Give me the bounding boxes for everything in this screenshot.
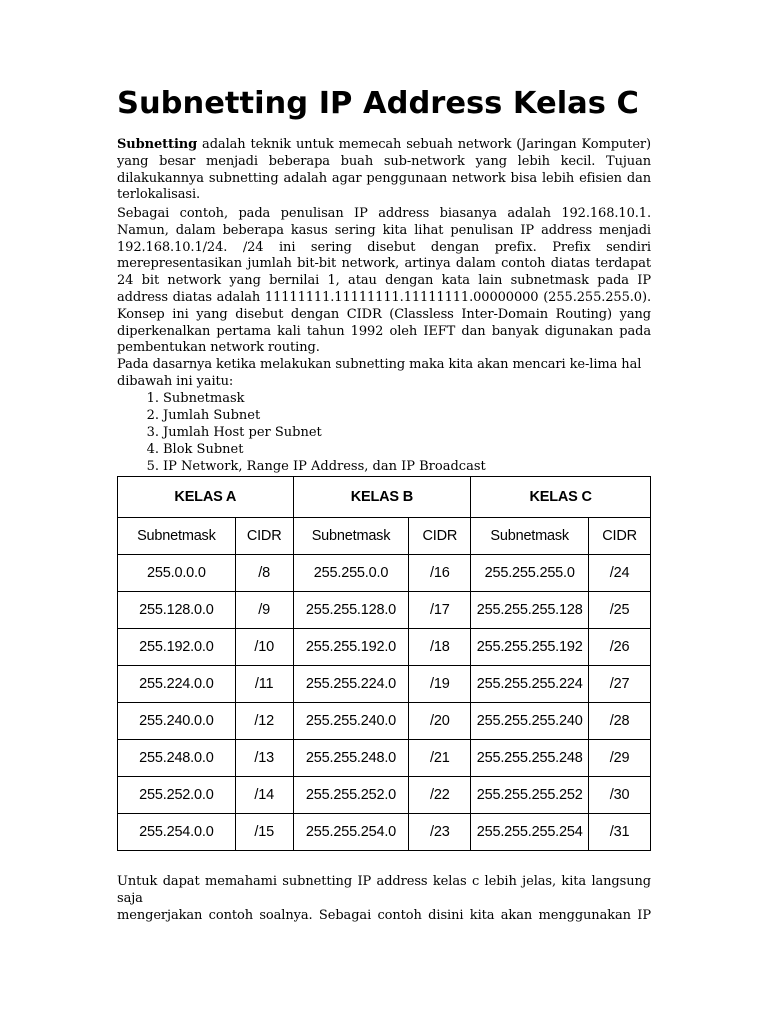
subnetmask-cell: 255.255.255.0 xyxy=(471,555,589,592)
subnetmask-cell: 255.255.255.254 xyxy=(471,814,589,851)
table-row xyxy=(118,555,651,592)
subnetmask-cell: 255.255.248.0 xyxy=(293,740,409,777)
paragraph-line: Untuk dapat memahami subnetting IP address kelas c lebih jelas, kita langsung saja xyxy=(117,874,651,906)
table-subheader-row xyxy=(118,518,651,555)
table-group-header-row xyxy=(118,477,651,518)
page-title: Subnetting IP Address Kelas C xyxy=(117,86,639,121)
cidr-cell: /17 xyxy=(409,592,471,629)
table-column-header: Subnetmask xyxy=(293,518,409,555)
subnet-cidr-table-wrapper xyxy=(117,476,651,851)
table-group-header-kelas-a: KELAS A xyxy=(118,477,294,518)
table-row xyxy=(118,629,651,666)
list-text: Jumlah Subnet xyxy=(163,408,261,423)
subnetmask-cell: 255.255.255.192 xyxy=(471,629,589,666)
table-body xyxy=(118,555,651,851)
subnetmask-cell: 255.255.240.0 xyxy=(293,703,409,740)
cidr-cell: /19 xyxy=(409,666,471,703)
subnetmask-cell: 255.255.192.0 xyxy=(293,629,409,666)
cidr-cell: /30 xyxy=(589,777,651,814)
subnetmask-cell: 255.254.0.0 xyxy=(118,814,236,851)
list-item xyxy=(146,458,486,475)
cidr-cell: /14 xyxy=(235,777,293,814)
list-text: Blok Subnet xyxy=(163,442,244,457)
subnetmask-cell: 255.255.255.252 xyxy=(471,777,589,814)
paragraph-example-intro xyxy=(117,874,651,924)
cidr-cell: /11 xyxy=(235,666,293,703)
list-number: 5. xyxy=(146,459,159,474)
subnetmask-cell: 255.255.255.224 xyxy=(471,666,589,703)
list-number: 4. xyxy=(146,442,159,457)
subnetmask-cell: 255.240.0.0 xyxy=(118,703,236,740)
cidr-cell: /9 xyxy=(235,592,293,629)
list-item xyxy=(146,390,486,407)
table-row xyxy=(118,592,651,629)
list-item xyxy=(146,407,486,424)
cidr-cell: /21 xyxy=(409,740,471,777)
subnetmask-cell: 255.192.0.0 xyxy=(118,629,236,666)
list-item xyxy=(146,424,486,441)
cidr-cell: /15 xyxy=(235,814,293,851)
table-row xyxy=(118,814,651,851)
list-number: 1. xyxy=(146,391,159,406)
numbered-list xyxy=(146,390,486,475)
subnetmask-cell: 255.255.254.0 xyxy=(293,814,409,851)
cidr-cell: /31 xyxy=(589,814,651,851)
subnetmask-cell: 255.255.128.0 xyxy=(293,592,409,629)
subnetmask-cell: 255.0.0.0 xyxy=(118,555,236,592)
paragraph-line: mengerjakan contoh soalnya. Sebagai contoh disini kita akan menggunakan IP xyxy=(117,907,651,923)
subnetmask-cell: 255.255.255.128 xyxy=(471,592,589,629)
table-row xyxy=(118,666,651,703)
subnetmask-cell: 255.255.255.248 xyxy=(471,740,589,777)
subnetmask-cell: 255.255.224.0 xyxy=(293,666,409,703)
cidr-cell: /13 xyxy=(235,740,293,777)
table-group-header-kelas-c: KELAS C xyxy=(471,477,651,518)
subnet-cidr-table xyxy=(117,476,651,851)
cidr-cell: /23 xyxy=(409,814,471,851)
table-row xyxy=(118,703,651,740)
paragraph-body: adalah teknik untuk memecah sebuah network (Jaringan Komputer) yang besar menjadi beberapa buah sub-network yang lebih kecil. Tujuan dilakukannya subnetting adalah agar penggunaan network bisa lebih efisien dan terlokalisasi. xyxy=(117,137,651,203)
list-number: 2. xyxy=(146,408,159,423)
cidr-cell: /27 xyxy=(589,666,651,703)
table-column-header: CIDR xyxy=(589,518,651,555)
list-text: Jumlah Host per Subnet xyxy=(163,425,322,440)
cidr-cell: /10 xyxy=(235,629,293,666)
cidr-cell: /20 xyxy=(409,703,471,740)
cidr-cell: /28 xyxy=(589,703,651,740)
cidr-cell: /24 xyxy=(589,555,651,592)
subnetmask-cell: 255.128.0.0 xyxy=(118,592,236,629)
table-column-header: CIDR xyxy=(235,518,293,555)
paragraph-five-items-intro: Pada dasarnya ketika melakukan subnetting maka kita akan mencari ke-lima hal dibawah ini yaitu: xyxy=(117,357,642,389)
cidr-cell: /18 xyxy=(409,629,471,666)
table-column-header: Subnetmask xyxy=(118,518,236,555)
cidr-cell: /22 xyxy=(409,777,471,814)
table-column-header: CIDR xyxy=(409,518,471,555)
cidr-cell: /16 xyxy=(409,555,471,592)
table-column-header: Subnetmask xyxy=(471,518,589,555)
cidr-cell: /29 xyxy=(589,740,651,777)
paragraph-subnetting-definition xyxy=(117,137,651,204)
subnetmask-cell: 255.252.0.0 xyxy=(118,777,236,814)
paragraph-example-prefix: Sebagai contoh, pada penulisan IP address biasanya adalah 192.168.10.1. Namun, dalam beberapa kasus sering kita lihat penulisan IP address menjadi 192.168.10.1/24. /24 ini sering disebut dengan prefix. Prefix sendiri merepresentasikan jumlah bit-bit network, artinya dalam contoh diatas terdapat 24 bit network yang bernilai 1, atau dengan kata lain subnetmask pada IP address diatas adalah 11111111.11111111.11111111.00000000 (255.255.255.0). Konsep ini yang disebut dengan CIDR (Classless Inter-Domain Routing) yang diperkenalkan pertama kali tahun 1992 oleh IEFT dan banyak digunakan pada pembentukan network routing. xyxy=(117,206,651,356)
list-number: 3. xyxy=(146,425,159,440)
subnetmask-cell: 255.248.0.0 xyxy=(118,740,236,777)
cidr-cell: /25 xyxy=(589,592,651,629)
list-item xyxy=(146,441,486,458)
list-text: Subnetmask xyxy=(163,391,245,406)
cidr-cell: /8 xyxy=(235,555,293,592)
subnetmask-cell: 255.255.252.0 xyxy=(293,777,409,814)
paragraph-lead-term: Subnetting xyxy=(117,137,198,152)
subnetmask-cell: 255.255.0.0 xyxy=(293,555,409,592)
cidr-cell: /26 xyxy=(589,629,651,666)
list-text: IP Network, Range IP Address, dan IP Broadcast xyxy=(163,459,486,474)
table-row xyxy=(118,740,651,777)
table-group-header-kelas-b: KELAS B xyxy=(293,477,471,518)
cidr-cell: /12 xyxy=(235,703,293,740)
subnetmask-cell: 255.224.0.0 xyxy=(118,666,236,703)
table-row xyxy=(118,777,651,814)
subnetmask-cell: 255.255.255.240 xyxy=(471,703,589,740)
